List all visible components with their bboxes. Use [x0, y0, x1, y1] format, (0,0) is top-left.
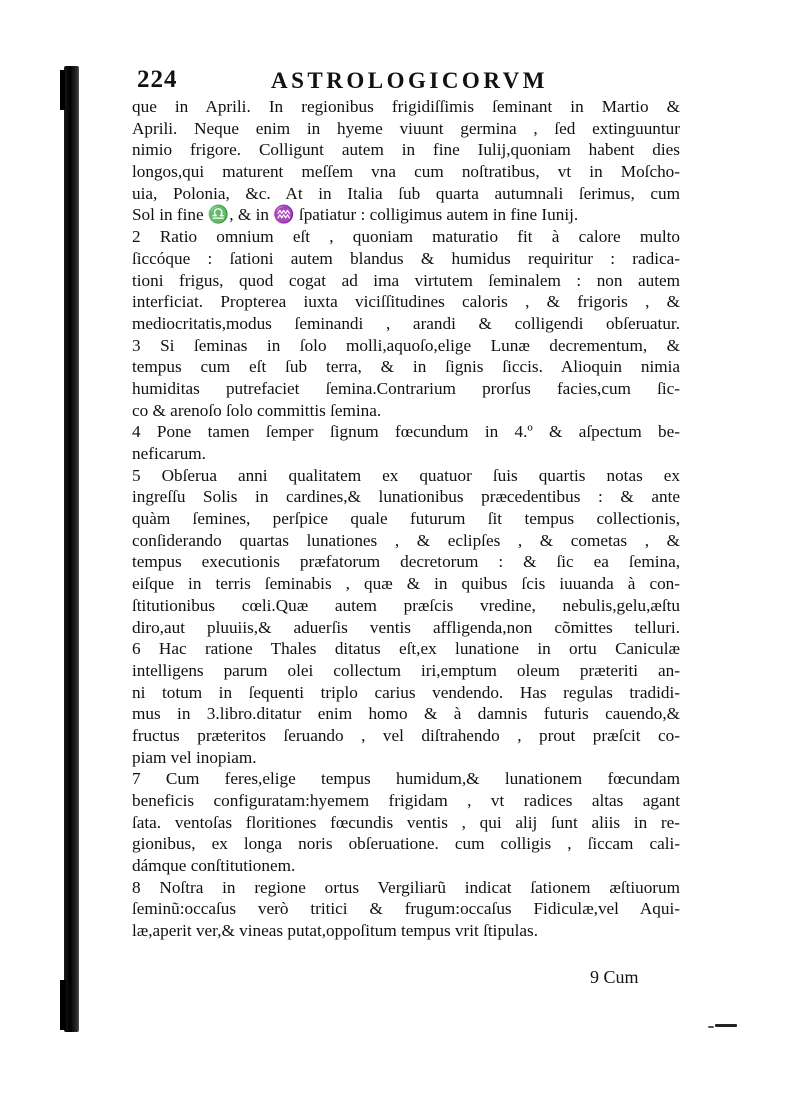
text-line: Sol in fine ♎, & in ♒ ſpatiatur : colligimus autem in fine Iunij. — [132, 205, 579, 225]
text-line: uia, Polonia, &c. At in Italia ſub quarta autumnali ſerimus, cum — [132, 183, 680, 203]
text-line: ſiccóque : ſationi autem blandus & humidus requiritur : radica- — [132, 248, 680, 268]
page-header — [137, 66, 677, 98]
text-line: interficiat. Propterea iuxta viciſſitudines caloris , & frigoris , & — [132, 292, 680, 312]
text-line: 7 Cum feres,elige tempus humidum,& lunationem fœcundam — [132, 769, 680, 789]
text-line: nimio frigore. Colligunt autem in fine Iulij,quoniam habent dies — [132, 140, 680, 160]
text-line: diro,aut pluuiis,& aduerſis ventis affligenda,non cõmittes telluri. — [132, 617, 680, 637]
text-line: 5 Obſerua anni qualitatem ex quatuor ſuis quartis notas ex — [132, 465, 680, 485]
text-line: ſeminũ:occaſus verò tritici & frugum:occaſus Fidiculæ,vel Aqui- — [132, 899, 680, 919]
text-line: piam vel inopiam. — [132, 747, 257, 767]
text-line: tioni frigus, quod cogat ad ima virtutem ſeminalem : non autem — [132, 270, 680, 290]
page-mark — [708, 1026, 714, 1028]
text-line: beneficis configuratam:hyemem frigidam , vt radices altas agant — [132, 791, 680, 810]
text-line: 8 Noſtra in regione ortus Vergiliarũ indicat ſationem æſtiuorum — [132, 877, 680, 897]
text-line: 4 Pone tamen ſemper ſignum fœcundum in 4.º & aſpectum be- — [132, 422, 680, 442]
text-line: ni totum in ſequenti triplo carius vendendo. Has regulas tradidi- — [132, 682, 680, 702]
text-line: 3 Si ſeminas in ſolo molli,aquoſo,elige Lunæ decrementum, & — [132, 335, 680, 355]
text-line: tempus cum eſt ſub terra, & in ſignis ſiccis. Alioquin nimia — [132, 357, 680, 377]
text-line: dámque conſtitutionem. — [132, 856, 296, 876]
text-line: ingreſſu Solis in cardines,& lunationibus præcedentibus : & ante — [132, 487, 680, 507]
body-text — [132, 96, 680, 942]
text-line: ſtitutionibus cœli.Quæ autem præſcis vredine, nebulis,gelu,æſtu — [132, 595, 680, 615]
text-line: fructus præteritos ſeruando , vel diſtrahendo , prout præſcit co- — [132, 725, 680, 745]
text-line: longos,qui maturent meſſem vna cum noſtratibus, vt in Moſcho- — [132, 162, 680, 182]
text-line: ſata. ventoſas floritiones fœcundis ventis , qui alij ſunt aliis in re- — [132, 812, 680, 832]
page-number: 224 — [137, 66, 178, 93]
running-title: ASTROLOGICORVM — [271, 68, 548, 93]
text-line: 6 Hac ratione Thales ditatus eſt,ex lunatione in ortu Caniculæ — [132, 639, 680, 659]
gutter-fragment — [60, 980, 66, 1030]
text-line: mediocritatis,modus ſeminandi , arandi & colligendi obſeruatur. — [132, 313, 680, 333]
gutter-fragment — [60, 70, 65, 110]
page-mark — [715, 1024, 737, 1027]
text-line: tempus executionis præfatorum decretorum : & ſic ea ſemina, — [132, 552, 680, 572]
text-line: gionibus, ex longa noris obſeruatione. cum colligis , ſiccam cali- — [132, 834, 680, 854]
catchword: 9 Cum — [590, 967, 639, 987]
text-line: neficarum. — [132, 444, 206, 463]
text-line: co & arenoſo ſolo committis ſemina. — [132, 400, 382, 420]
text-line: que in Aprili. In regionibus frigidiſſimis ſeminant in Martio & — [132, 97, 680, 116]
text-line: humiditas putrefaciet ſemina.Contrarium prorſus facies,cum ſic- — [132, 378, 680, 398]
text-line: Aprili. Neque enim in hyeme viuunt germina , ſed extinguuntur — [132, 118, 680, 138]
text-line: mus in 3.libro.ditatur enim homo & à damnis futuris cauendo,& — [132, 704, 680, 724]
text-line: eiſque in terris ſeminabis , quæ & in quibus ſcis iuuanda à con- — [132, 574, 680, 594]
text-line: 2 Ratio omnium eſt , quoniam maturatio fit à calore multo — [132, 227, 680, 247]
text-line: læ,aperit ver,& vineas putat,oppoſitum tempus vrit ſtipulas. — [132, 921, 539, 941]
text-line: intelligens parum olei collectum iri,emptum oleum præteriti an- — [132, 660, 680, 680]
binding-gutter-shadow — [64, 66, 79, 1032]
text-line: quàm ſemines, perſpice quale futurum ſit tempus collectionis, — [132, 509, 680, 529]
text-line: conſiderando quartas lunationes , & eclipſes , & cometas , & — [132, 530, 680, 550]
